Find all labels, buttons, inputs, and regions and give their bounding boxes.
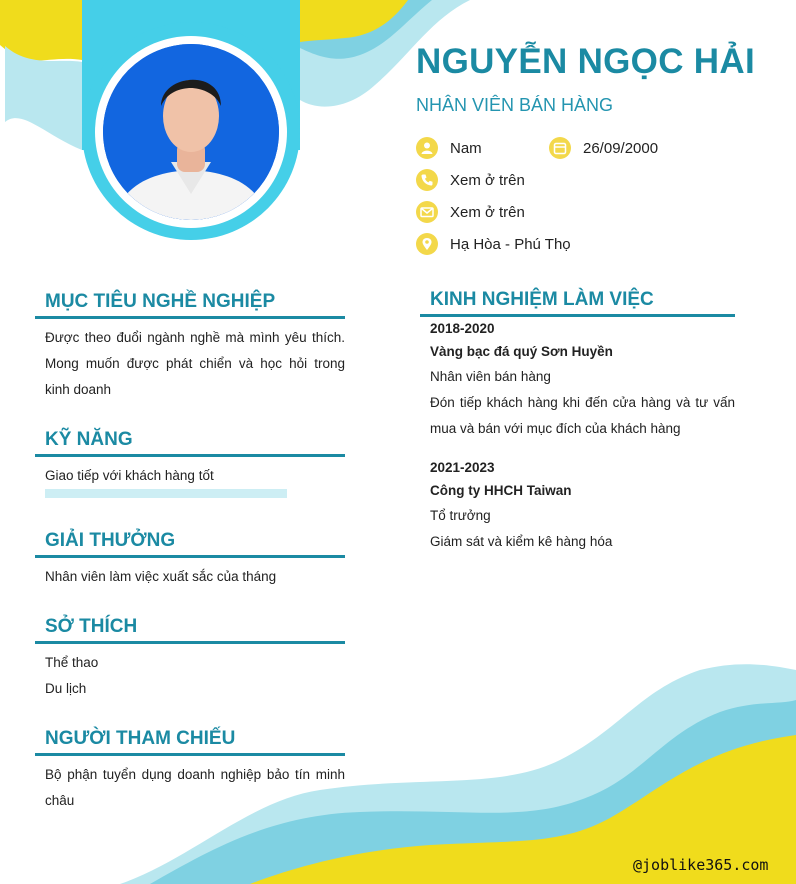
profile-photo — [103, 44, 279, 220]
skills-heading: KỸ NĂNG — [45, 429, 133, 450]
portrait-image — [103, 44, 279, 220]
skill-level-bar — [45, 489, 287, 498]
email-value: Xem ở trên — [450, 203, 525, 221]
address-value: Hạ Hòa - Phú Thọ — [450, 235, 571, 253]
experience-heading: KINH NGHIỆM LÀM VIỆC — [430, 289, 654, 310]
birthdate-row — [549, 136, 658, 160]
birthdate-value: 26/09/2000 — [583, 139, 659, 157]
mail-icon — [416, 201, 438, 223]
gender-row — [416, 136, 482, 160]
job-period: 2021-2023 — [430, 460, 495, 475]
objective-divider — [35, 316, 345, 319]
job-company: Công ty HHCH Taiwan — [430, 483, 572, 498]
objective-heading: MỤC TIÊU NGHỀ NGHIỆP — [45, 291, 276, 312]
phone-value: Xem ở trên — [450, 171, 525, 189]
hobby-item: Thể thao — [45, 655, 99, 670]
skills-divider — [35, 454, 345, 457]
job-position: Nhân viên bán hàng — [430, 369, 551, 384]
job-company: Vàng bạc đá quý Sơn Huyền — [430, 344, 613, 359]
phone-icon — [416, 169, 438, 191]
calendar-icon — [549, 137, 571, 159]
award-item: Nhân viên làm việc xuất sắc của tháng — [45, 569, 277, 584]
hobby-item: Du lịch — [45, 681, 87, 696]
references-text: Bộ phận tuyển dụng doanh nghiệp bảo tín minh châu — [45, 767, 345, 808]
awards-divider — [35, 555, 345, 558]
objective-text: Được theo đuổi ngành nghề mà mình yêu thích. Mong muốn được phát chiển và học hỏi trong kinh doanh — [45, 330, 345, 397]
references-divider — [35, 753, 345, 756]
job-title: NHÂN VIÊN BÁN HÀNG — [416, 95, 614, 115]
awards-heading: GIẢI THƯỞNG — [45, 530, 176, 551]
job-description: Đón tiếp khách hàng khi đến cửa hàng và tư vấn mua và bán với mục đích của khách hàng — [430, 395, 735, 436]
phone-row — [416, 168, 525, 192]
top-left-blue-wave — [5, 46, 82, 150]
references-heading: NGƯỜI THAM CHIẾU — [45, 728, 236, 749]
footer-watermark: @joblike365.com — [633, 856, 769, 874]
user-icon — [416, 137, 438, 159]
gender-value: Nam — [450, 139, 482, 157]
job-period: 2018-2020 — [430, 321, 495, 336]
email-row — [416, 200, 525, 224]
location-icon — [416, 233, 438, 255]
job-position: Tổ trưởng — [430, 508, 491, 523]
hobbies-divider — [35, 641, 345, 644]
candidate-name: NGUYỄN NGỌC HẢI — [416, 42, 755, 81]
hobbies-heading: SỞ THÍCH — [45, 616, 138, 637]
skill-label: Giao tiếp với khách hàng tốt — [45, 468, 214, 483]
address-row — [416, 232, 571, 256]
job-description: Giám sát và kiểm kê hàng hóa — [430, 534, 613, 549]
